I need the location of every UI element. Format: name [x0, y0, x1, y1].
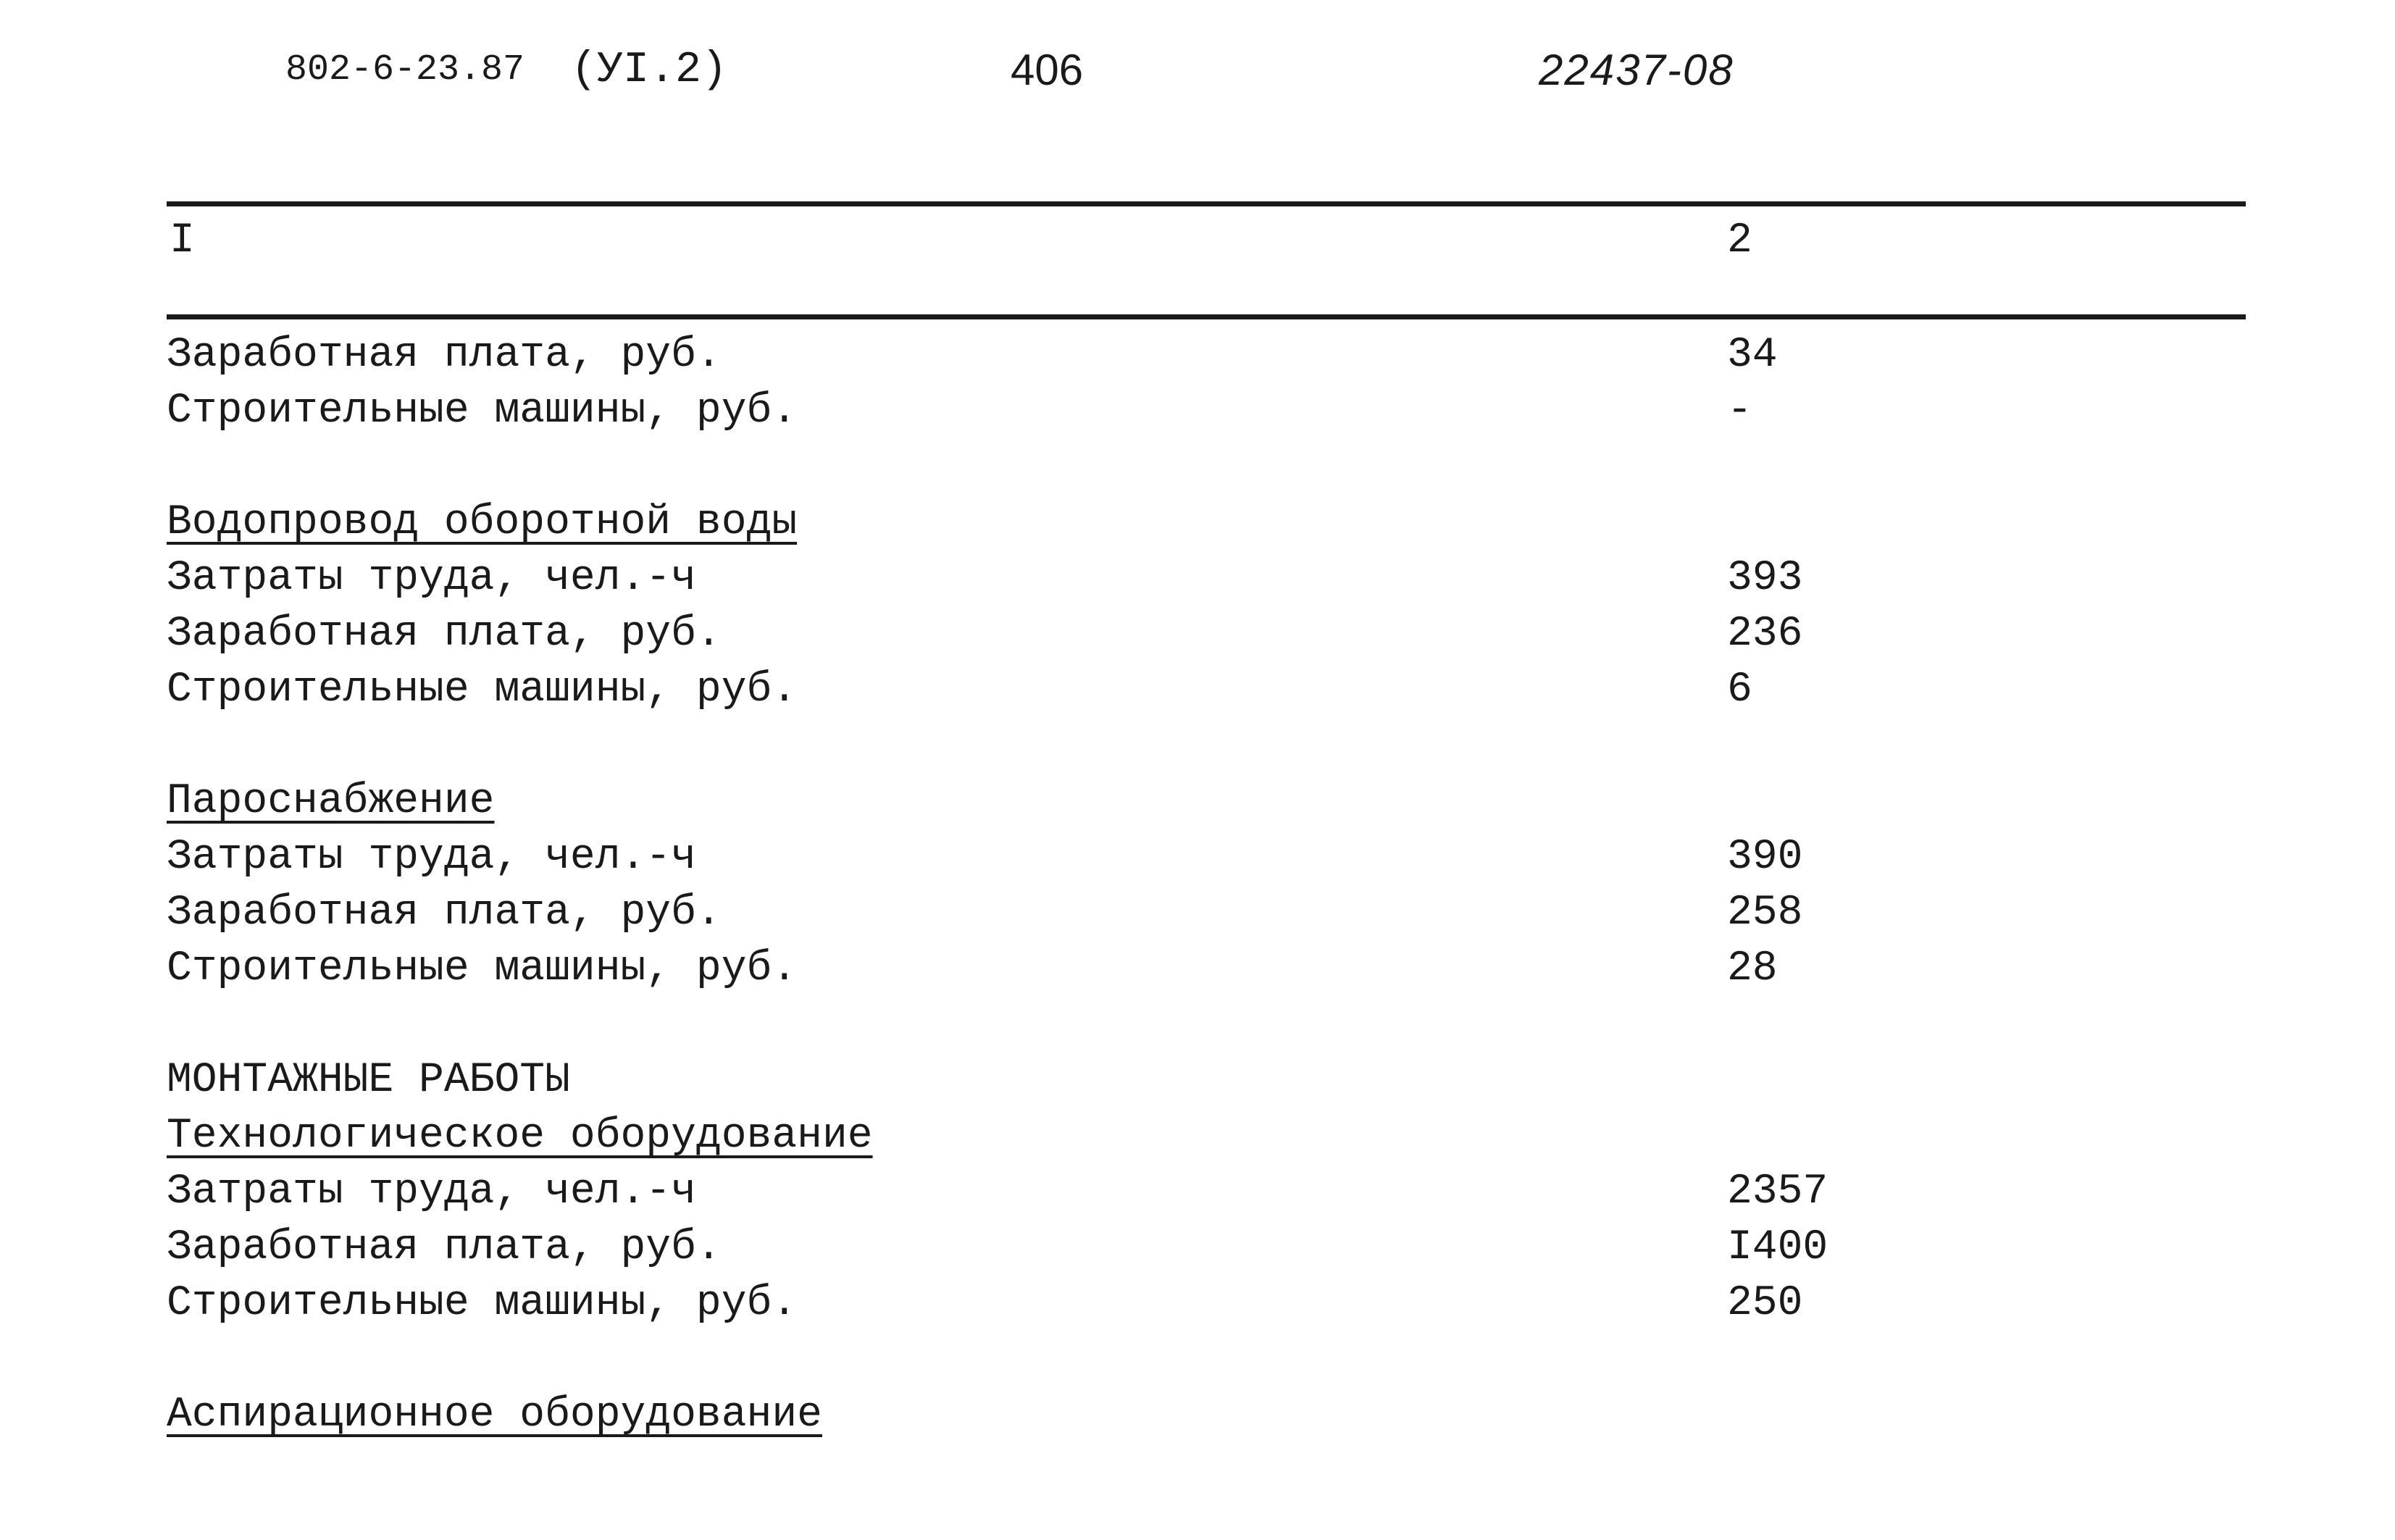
page-header: [0, 38, 2395, 103]
table-row: [0, 1276, 2395, 1331]
row-label: Заработная плата, руб.: [167, 890, 722, 937]
row-label: Строительные машины, руб.: [167, 945, 798, 992]
table-header-rule: [167, 314, 2246, 319]
section-heading-label: Водопровод оборотной воды: [167, 499, 798, 546]
table-row: [0, 327, 2395, 383]
row-value: -: [1727, 388, 1752, 435]
row-label: Затраты труда, чел.-ч: [167, 555, 696, 602]
section-heading-label: Технологическое оборудование: [167, 1113, 873, 1160]
section-heading: [0, 1387, 2395, 1443]
table-row: [0, 606, 2395, 662]
section-heading-label: Аспирационное оборудование: [167, 1392, 822, 1439]
section-heading: [0, 1108, 2395, 1164]
table-row: [0, 885, 2395, 941]
volume-number: (УI.2): [571, 46, 728, 95]
row-value: I400: [1727, 1224, 1828, 1271]
section-title-label: МОНТАЖНЫЕ РАБОТЫ: [167, 1057, 570, 1104]
row-value: 236: [1727, 611, 1803, 658]
row-label: Затраты труда, чел.-ч: [167, 834, 696, 881]
row-label: Затраты труда, чел.-ч: [167, 1168, 696, 1215]
row-value: 2357: [1727, 1168, 1828, 1215]
section-title: [0, 1053, 2395, 1108]
sheet-code: 22437-08: [1539, 46, 1734, 94]
row-label: Строительные машины, руб.: [167, 388, 798, 435]
table-row: [0, 941, 2395, 997]
row-label: Заработная плата, руб.: [167, 332, 722, 379]
table-row: [0, 829, 2395, 885]
column-header-2: 2: [1727, 217, 1752, 264]
row-value: 34: [1727, 332, 1778, 379]
table-body: [0, 327, 2395, 1443]
row-value: 390: [1727, 834, 1803, 881]
section-heading-label: Пароснабжение: [167, 778, 495, 825]
row-value: 250: [1727, 1280, 1803, 1327]
column-header-1: I: [170, 217, 195, 264]
section-heading: [0, 495, 2395, 551]
row-label: Заработная плата, руб.: [167, 1224, 722, 1271]
row-label: Строительные машины, руб.: [167, 1280, 798, 1327]
section-heading: [0, 774, 2395, 829]
row-value: 28: [1727, 945, 1778, 992]
table-row: [0, 1164, 2395, 1220]
table-row: [0, 383, 2395, 439]
row-value: 6: [1727, 666, 1752, 713]
document-code: 802-6-23.87: [285, 49, 525, 91]
table-top-rule: [167, 201, 2246, 206]
table-row: [0, 662, 2395, 718]
row-value: 393: [1727, 555, 1803, 602]
table-row: [0, 1220, 2395, 1276]
row-value: 258: [1727, 890, 1803, 937]
table-row: [0, 551, 2395, 606]
row-label: Заработная плата, руб.: [167, 611, 722, 658]
row-label: Строительные машины, руб.: [167, 666, 798, 713]
page-number: 406: [1011, 46, 1084, 94]
